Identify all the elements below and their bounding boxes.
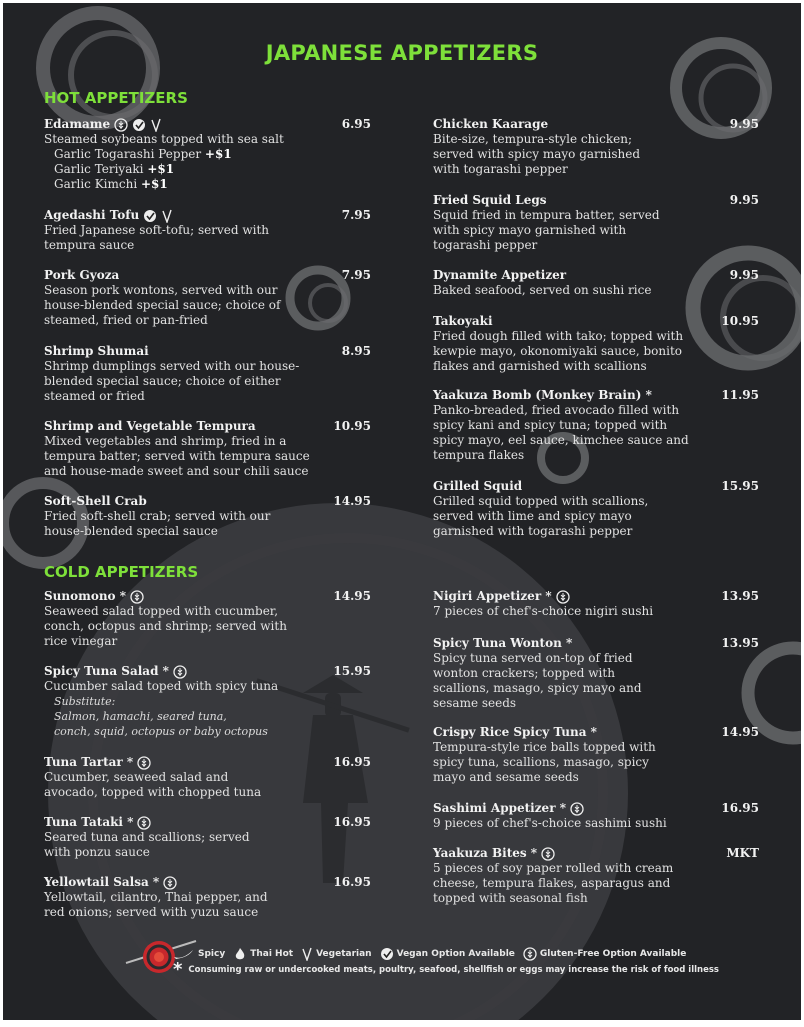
item-name: Yaakuza Bomb (Monkey Brain) *	[433, 388, 652, 402]
item-name: Grilled Squid	[433, 479, 523, 493]
menu-item	[44, 589, 371, 649]
menu-item	[44, 875, 371, 920]
vegetarian-icon	[161, 209, 173, 223]
menu-item	[44, 494, 371, 539]
item-price: 15.95	[721, 479, 759, 493]
item-name: Crispy Rice Spicy Tuna *	[433, 725, 597, 739]
menu-item	[433, 314, 759, 374]
item-name: Sashimi Appetizer *	[433, 801, 566, 815]
vegan-icon	[380, 947, 394, 961]
menu-item	[44, 344, 371, 404]
item-price: 16.95	[721, 801, 759, 815]
item-price: 16.95	[333, 755, 371, 769]
hot-appetizers-heading: HOT APPETIZERS	[44, 89, 188, 107]
item-name: Spicy Tuna Salad *	[44, 664, 169, 678]
item-price: 13.95	[721, 636, 759, 650]
legend-thai-hot: Thai Hot	[233, 947, 293, 961]
item-price: 9.95	[729, 117, 759, 131]
gluten-free-icon	[130, 590, 144, 604]
item-name: Dynamite Appetizer	[433, 268, 567, 282]
item-name: Yaakuza Bites *	[433, 846, 538, 860]
item-price: 8.95	[341, 344, 371, 358]
item-description: Cucumber salad toped with spicy tuna	[44, 679, 279, 693]
item-price: 7.95	[341, 208, 371, 222]
vegetarian-icon	[150, 118, 162, 132]
legend-gluten-free: Gluten-Free Option Available	[523, 947, 686, 961]
menu-item	[44, 268, 371, 328]
item-price: 13.95	[721, 589, 759, 603]
item-name: Chicken Kaarage	[433, 117, 549, 131]
gluten-free-icon	[137, 816, 151, 830]
menu-item	[44, 755, 371, 800]
item-price: 14.95	[333, 589, 371, 603]
substitute-note: Salmon, hamachi, seared tuna,	[54, 710, 227, 723]
cold-appetizers-heading: COLD APPETIZERS	[44, 563, 199, 581]
item-name: Nigiri Appetizer *	[433, 589, 552, 603]
menu-item	[433, 117, 759, 177]
item-name: Spicy Tuna Wonton *	[433, 636, 573, 650]
menu-item	[433, 193, 759, 253]
item-name: Pork Gyoza	[44, 268, 120, 282]
item-price: 15.95	[333, 664, 371, 678]
item-price: 16.95	[333, 815, 371, 829]
item-name: Shrimp Shumai	[44, 344, 149, 358]
item-name: Sunomono *	[44, 589, 127, 603]
menu-item	[433, 801, 759, 831]
item-description: Mixed vegetables and shrimp, fried in a tempura batter; served with tempura sauce and house-made sweet and sour chili sauce	[44, 434, 310, 478]
item-description: Fried Japanese soft-tofu; served with tempura sauce	[44, 223, 270, 252]
legend-vegan: Vegan Option Available	[380, 947, 515, 961]
item-description: Baked seafood, served on sushi rice	[433, 283, 652, 297]
extra-option: Garlic Togarashi Pepper +$1	[54, 147, 232, 161]
item-name: Yellowtail Salsa *	[44, 875, 160, 889]
vegan-icon	[132, 118, 146, 132]
menu-item	[433, 268, 759, 298]
item-price: 16.95	[333, 875, 371, 889]
item-price: 10.95	[721, 314, 759, 328]
item-description: Season pork wontons, served with our house-blended special sauce; choice of steamed, fried or pan-fried	[44, 283, 281, 327]
menu-item	[433, 388, 759, 463]
menu-item	[44, 419, 371, 479]
menu-item	[433, 479, 759, 539]
item-description: Grilled squid topped with scallions, served with lime and spicy mayo garnished with togarashi pepper	[433, 494, 649, 538]
legend-spicy: Spicy	[173, 948, 225, 960]
vegetarian-icon	[301, 947, 313, 961]
item-price: 9.95	[729, 268, 759, 282]
page-title: JAPANESE APPETIZERS	[265, 41, 539, 65]
item-description: Bite-size, tempura-style chicken; served with spicy mayo garnished with togarashi pepper	[433, 132, 640, 176]
menu-page	[3, 3, 801, 1020]
gluten-free-icon	[541, 847, 555, 861]
gluten-free-icon	[173, 665, 187, 679]
gluten-free-icon	[137, 756, 151, 770]
item-description: Panko-breaded, fried avocado filled with spicy kani and spicy tuna; topped with spicy mayo, eel sauce, kimchee sauce and tempura flakes	[433, 403, 689, 462]
item-price: 6.95	[341, 117, 371, 131]
item-name: Soft-Shell Crab	[44, 494, 147, 508]
item-name: Edamame	[44, 117, 111, 131]
asterisk-icon: *	[173, 959, 183, 980]
substitute-note: Substitute:	[54, 695, 116, 708]
menu-item	[44, 664, 371, 739]
item-price: 14.95	[333, 494, 371, 508]
menu-item	[44, 815, 371, 860]
item-name: Shrimp and Vegetable Tempura	[44, 419, 256, 433]
item-price: 14.95	[721, 725, 759, 739]
gluten-free-icon	[114, 118, 128, 132]
item-name: Tuna Tataki *	[44, 815, 134, 829]
item-price: 10.95	[333, 419, 371, 433]
menu-item	[433, 846, 759, 906]
item-description: 7 pieces of chef's-choice nigiri sushi	[433, 604, 654, 618]
menu-item	[44, 117, 371, 192]
item-description: Seared tuna and scallions; served with ponzu sauce	[44, 830, 250, 859]
item-description: 9 pieces of chef's-choice sashimi sushi	[433, 816, 667, 830]
gluten-free-icon	[163, 876, 177, 890]
item-description: Fried soft-shell crab; served with our house-blended special sauce	[44, 509, 271, 538]
item-description: Squid fried in tempura batter, served with spicy mayo garnished with togarashi pepper	[433, 208, 660, 252]
item-description: Cucumber, seaweed salad and avocado, topped with chopped tuna	[44, 770, 262, 799]
extra-option: Garlic Teriyaki +$1	[54, 162, 175, 176]
legend-vegetarian: Vegetarian	[301, 947, 372, 961]
item-name: Tuna Tartar *	[44, 755, 134, 769]
item-description: 5 pieces of soy paper rolled with cream cheese, tempura flakes, asparagus and topped with seasonal fish	[433, 861, 674, 905]
gluten-free-icon	[570, 802, 584, 816]
item-description: Fried dough filled with tako; topped with kewpie mayo, okonomiyaki sauce, bonito flakes and garnished with scallions	[433, 329, 684, 373]
menu-item	[433, 725, 759, 785]
item-description: Yellowtail, cilantro, Thai pepper, and red onions; served with yuzu sauce	[44, 890, 268, 919]
item-price: 7.95	[341, 268, 371, 282]
item-description: Spicy tuna served on-top of fried wonton crackers; topped with scallions, masago, spicy mayo and sesame seeds	[433, 651, 642, 710]
item-price: 9.95	[729, 193, 759, 207]
item-name: Takoyaki	[433, 314, 493, 328]
menu-item	[433, 636, 759, 711]
vegan-icon	[143, 209, 157, 223]
item-description: Steamed soybeans topped with sea salt	[44, 132, 284, 146]
item-description: Tempura-style rice balls topped with spicy tuna, scallions, masago, spicy mayo and sesame seeds	[433, 740, 656, 784]
item-description: Seaweed salad topped with cucumber, conch, octopus and shrimp; served with rice vinegar	[44, 604, 287, 648]
legend	[173, 947, 733, 980]
item-description: Shrimp dumplings served with our house-blended special sauce; choice of either steamed or fried	[44, 359, 300, 403]
extra-option: Garlic Kimchi +$1	[54, 177, 168, 191]
substitute-note: conch, squid, octopus or baby octopus	[54, 725, 268, 738]
item-price: 11.95	[721, 388, 759, 402]
menu-item	[44, 208, 371, 253]
item-name: Agedashi Tofu	[44, 208, 140, 222]
gluten-free-icon	[556, 590, 570, 604]
item-price: MKT	[726, 846, 759, 860]
thai-hot-icon	[233, 947, 247, 961]
gluten-free-icon	[523, 947, 537, 961]
item-name: Fried Squid Legs	[433, 193, 547, 207]
menu-item	[433, 589, 759, 619]
disclaimer-text: Consuming raw or undercooked meats, poultry, seafood, shellfish or eggs may increase the risk of food illness	[188, 965, 719, 975]
